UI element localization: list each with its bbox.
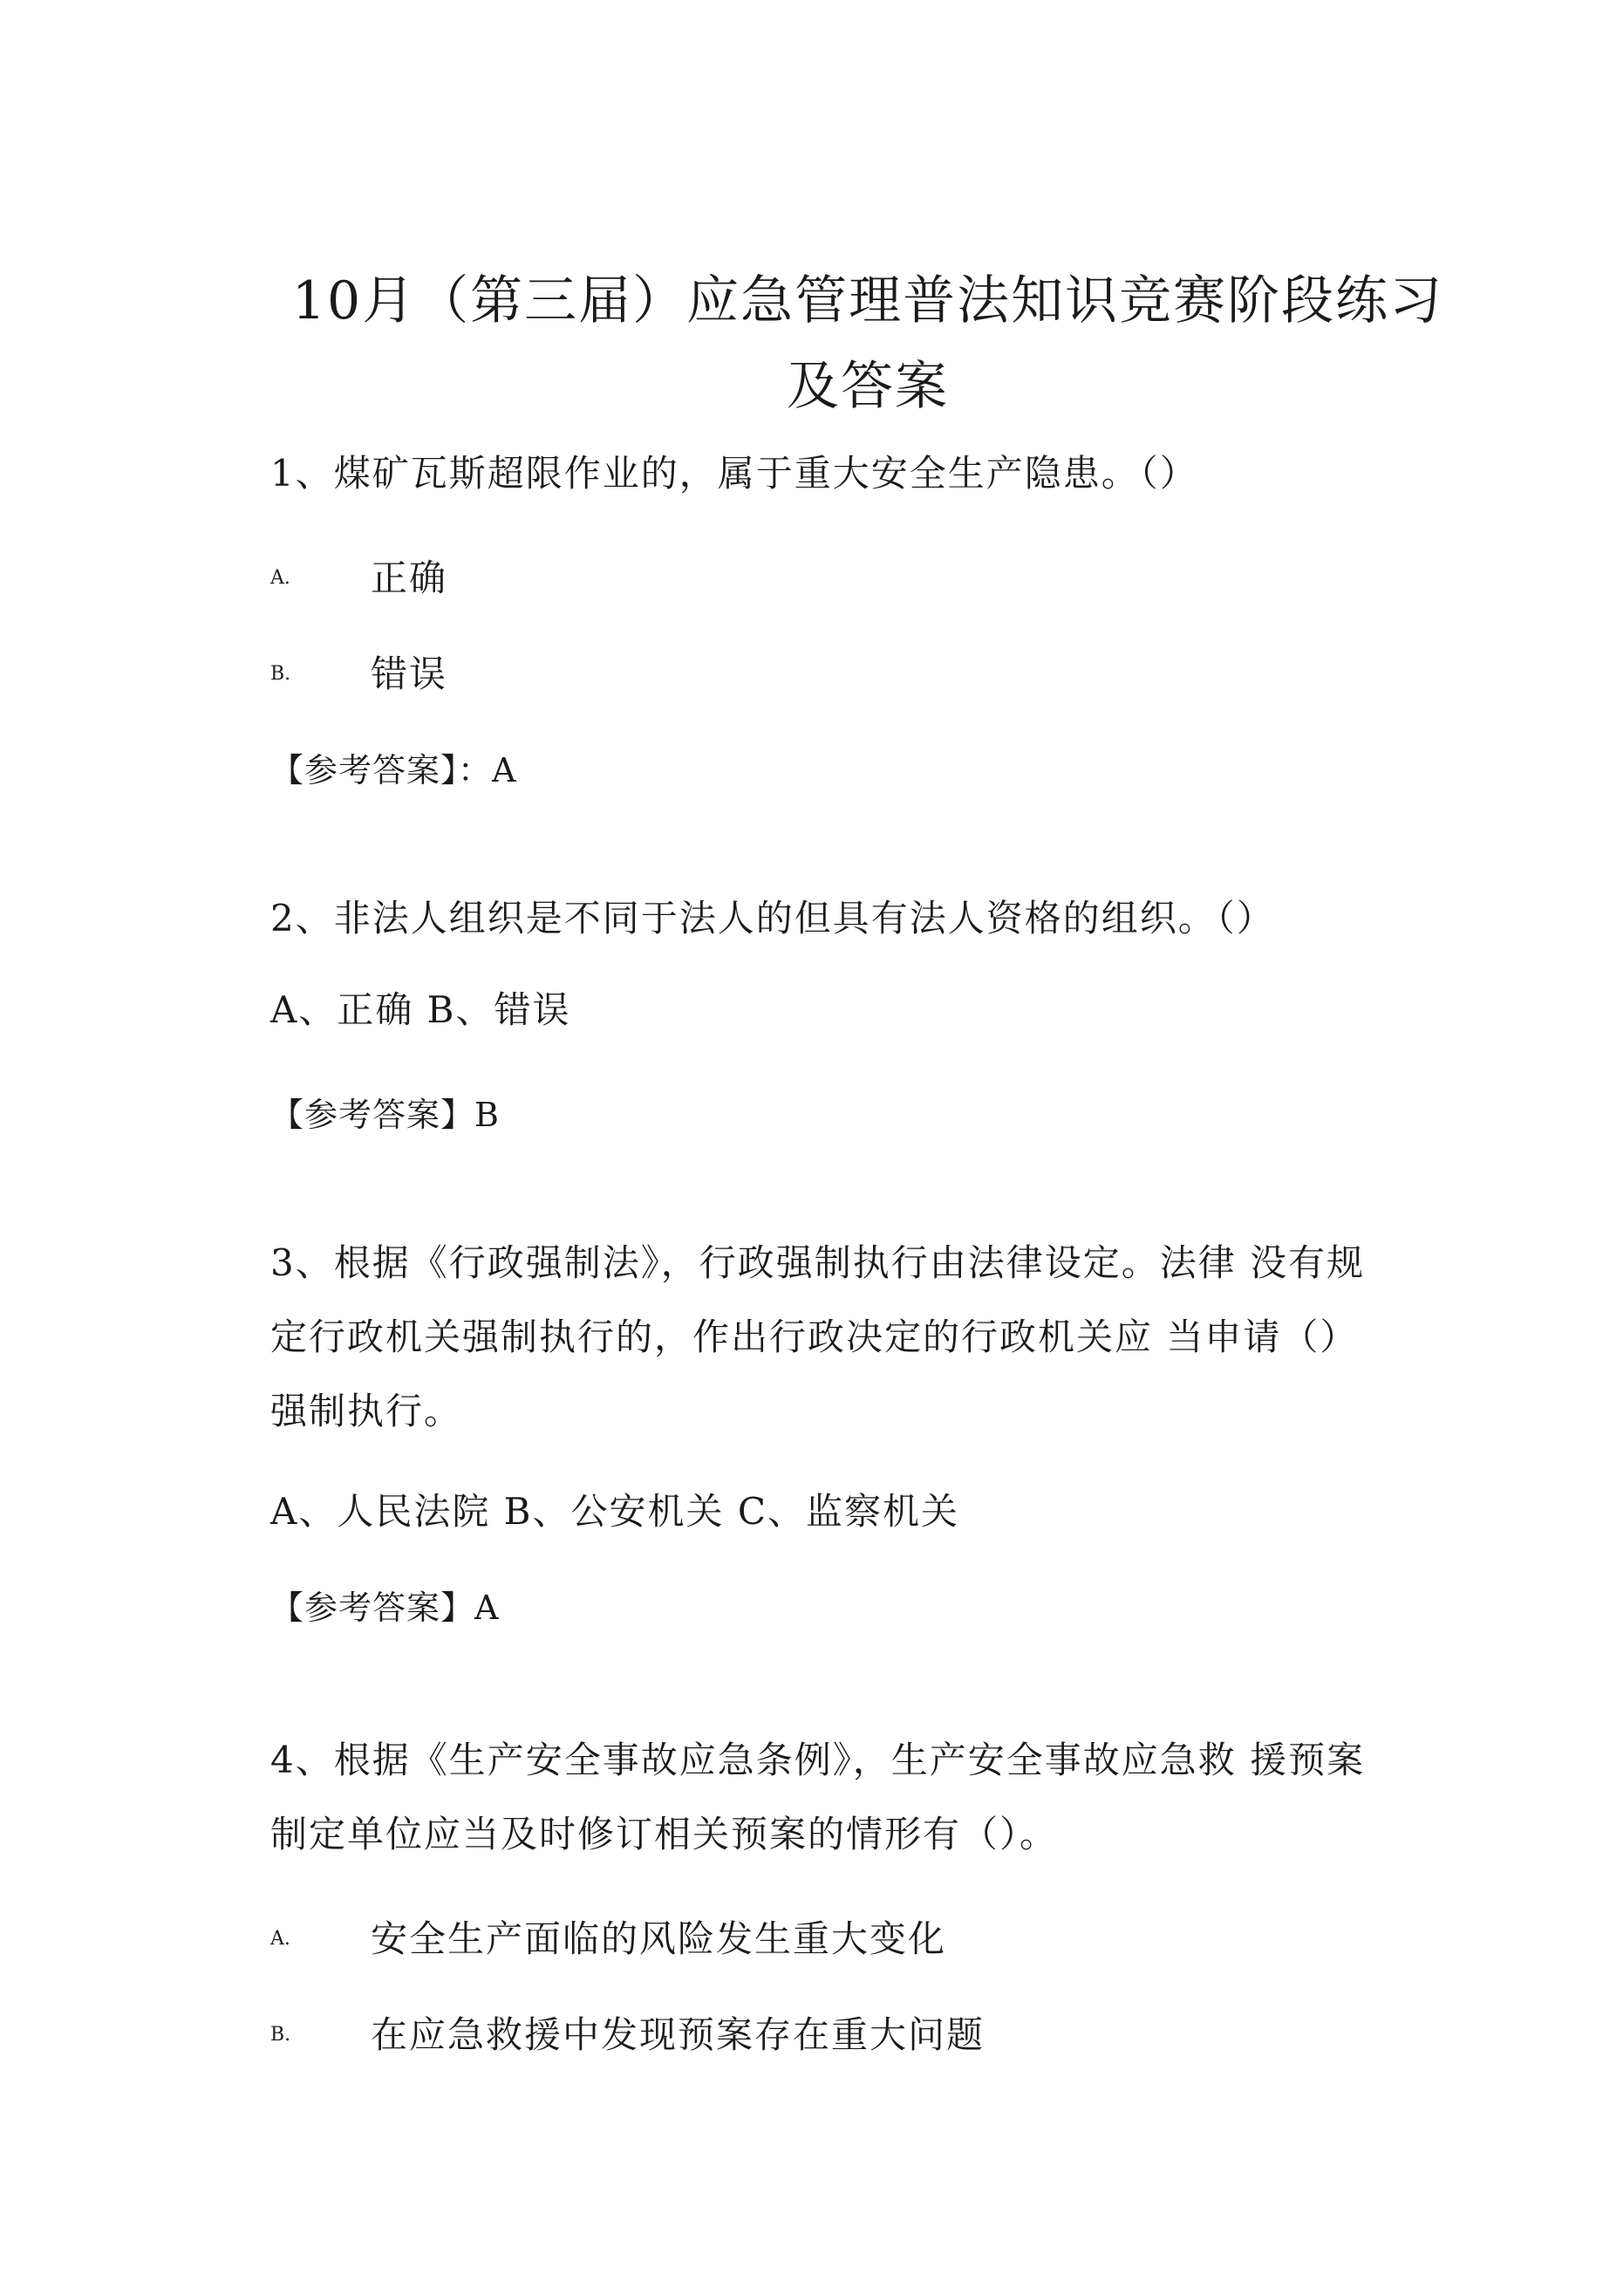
- question-1-option-b-text: 错误: [371, 653, 448, 695]
- question-1-option-b-letter: B.: [270, 663, 291, 685]
- title-line-1: 10月（第三届）应急管理普法知识竞赛阶段练习: [291, 270, 1444, 331]
- question-3-line-3: 强制执行。: [270, 1390, 463, 1432]
- question-4-line-1: 4、根据《生产安全事故应急条例》，生产安全事故应急救 援预案: [270, 1739, 1366, 1781]
- question-4-option-a-letter: A.: [270, 1928, 290, 1950]
- question-4-line-2: 制定单位应当及时修订相关预案的情形有（）。: [270, 1813, 1059, 1855]
- question-2-text: 2、非法人组织是不同于法人的但具有法人资格的组织。（）: [270, 897, 1275, 940]
- question-3-answer: 【参考答案】A: [270, 1589, 500, 1627]
- question-1-text: 1、煤矿瓦斯超限作业的，属于重大安全生产隐患。（）: [270, 452, 1198, 495]
- document-title: [262, 258, 1474, 429]
- question-1-answer: 【参考答案】：A: [270, 751, 517, 789]
- question-4-option-a-text: 安全生产面临的风险发生重大变化: [371, 1917, 947, 1960]
- question-2-answer: 【参考答案】B: [270, 1096, 500, 1134]
- question-1-option-a-text: 正确: [371, 557, 448, 599]
- question-2-options: A、正确 B、错误: [270, 988, 571, 1031]
- question-4-option-b-letter: B.: [270, 2024, 291, 2046]
- title-line-2: 及答案: [787, 356, 949, 417]
- question-3-line-1: 3、根据《行政强制法》，行政强制执行由法律设定。法律 没有规: [270, 1241, 1366, 1284]
- question-3-options: A、人民法院 B、公安机关 C、监察机关: [270, 1490, 960, 1533]
- question-4-option-b-text: 在应急救援中发现预案存在重大问题: [371, 2013, 985, 2056]
- question-3-line-2: 定行政机关强制执行的，作出行政决定的行政机关应 当申请（）: [270, 1315, 1359, 1358]
- question-1-option-a-letter: A.: [270, 567, 290, 589]
